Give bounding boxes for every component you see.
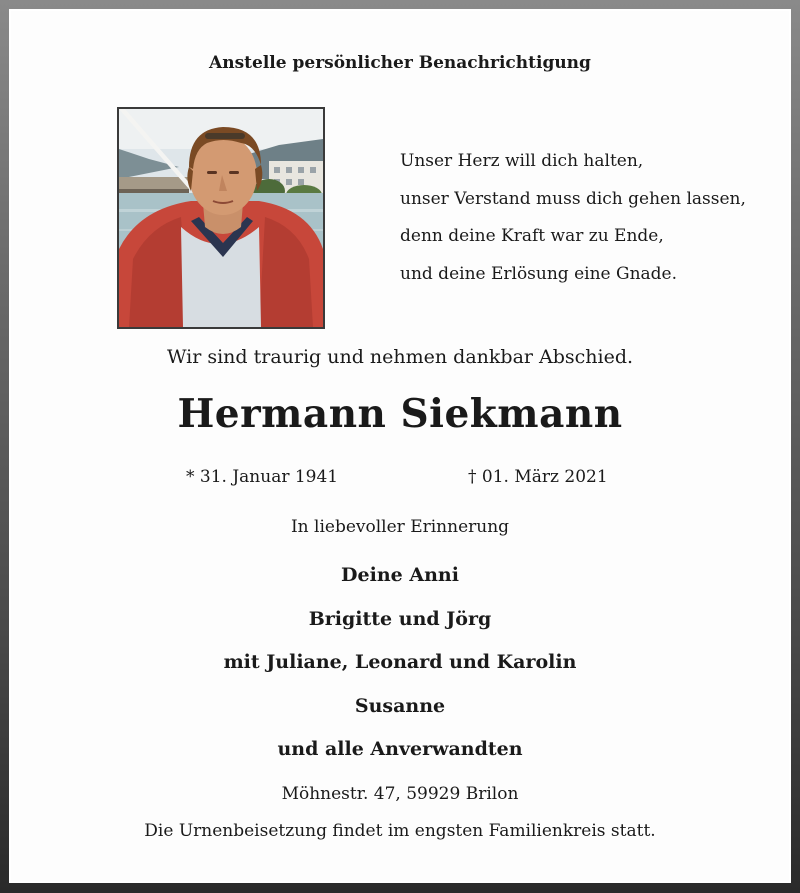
birth-date: * 31. Januar 1941 (186, 467, 339, 487)
obituary-card (9, 9, 791, 883)
deceased-name: Hermann Siekmann (177, 391, 623, 437)
family-member: Deine Anni (341, 564, 459, 586)
poem (400, 143, 746, 293)
family-member: Susanne (354, 694, 446, 717)
poem-line: und deine Erlösung eine Gnade. (400, 263, 678, 284)
portrait-photo (117, 107, 325, 329)
address: Möhnestr. 47, 59929 Brilon (281, 784, 519, 804)
poem-line: denn deine Kraft war zu Ende, (400, 226, 664, 246)
family-member: mit Juliane, Leonard und Karolin (223, 651, 577, 674)
family-list (9, 554, 791, 772)
death-date: † 01. März 2021 (468, 467, 608, 487)
farewell-text: Wir sind traurig und nehmen dankbar Abschied. (166, 346, 634, 368)
family-member: Brigitte und Jörg (308, 607, 492, 630)
memory-line: In liebevoller Erinnerung (290, 517, 510, 537)
portrait-photo-icon (119, 109, 323, 327)
poem-line: Unser Herz will dich halten, (400, 151, 644, 171)
notice-heading: Anstelle persönlicher Benachrichtigung (209, 53, 591, 73)
burial-note: Die Urnenbeisetzung findet im engsten Familienkreis statt. (144, 821, 656, 841)
poem-line: unser Verstand muss dich gehen lassen, (400, 188, 746, 209)
family-member: und alle Anverwandten (277, 738, 523, 761)
